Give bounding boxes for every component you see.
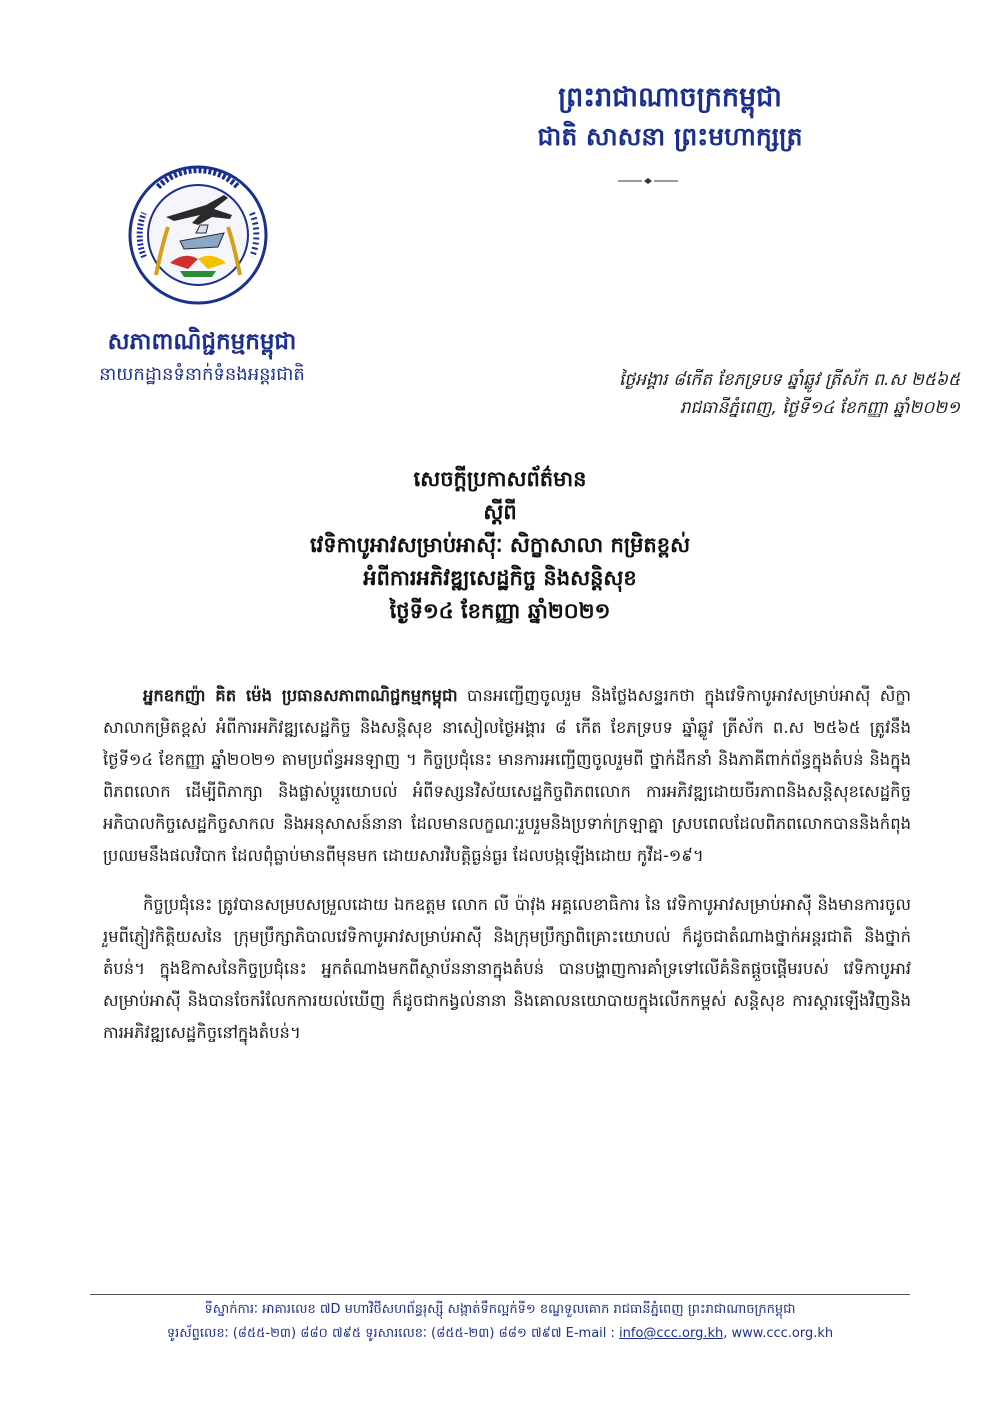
solar-date: រាជធានីភ្នំពេញ, ថ្ងៃទី១៤ ខែកញ្ញា ឆ្នាំ២០២១	[679, 398, 960, 418]
ornament-divider	[618, 176, 678, 186]
chamber-logo	[128, 165, 268, 305]
paragraph-1-lead: អ្នកឧកញ៉ា គិត ម៉េង ប្រធានសភាពាណិជ្ជកម្មកម្ពុជា	[143, 686, 458, 705]
footer-divider	[90, 1294, 910, 1295]
footer-contact	[90, 1298, 910, 1346]
department-name: នាយកដ្ឋានទំនាក់ទំនងអន្តរជាតិ	[99, 364, 305, 385]
title-line-1: សេចក្តីប្រកាសព័ត៌មាន	[413, 466, 587, 491]
paragraph-1	[103, 680, 911, 872]
title-line-2: ស្តីពី	[483, 499, 517, 524]
paragraph-2: កិច្ចប្រជុំនេះ ត្រូវបានសម្របសម្រួលដោយ ឯកឧត្តម លោក លី ប៉ាវុង អគ្គលេខាធិការ នៃ វេទិកាបូអាវសម្រាប់អាស៊ី និងមានការចូលរួមពីភ្ញៀវកិត្តិយសនៃ ក្រុមប្រឹក្សាភិបាលវេទិកាបូអាវសម្រាប់អាស៊ី និងក្រុមប្រឹក្សាពិគ្រោះយោបល់ ក៏ដូចជាតំណាងថ្នាក់អន្តរជាតិ និងថ្នាក់តំបន់។ ក្នុងឱកាសនៃកិច្ចប្រជុំនេះ អ្នកតំណាងមកពីស្ថាប័ននានាក្នុងតំបន់ បានបង្ហាញការគាំទ្រទៅលើគំនិតផ្តួចផ្តើមរបស់ វេទិកាបូអាវសម្រាប់អាស៊ី និងបានចែករំលែកការយល់ឃើញ ក៏ដូចជាកង្វល់នានា និងគោលនយោបាយក្នុងលើកកម្ពស់ សន្តិសុខ ការស្តារឡើងវិញនិង ការអភិវឌ្ឍសេដ្ឋកិច្ចនៅក្នុងតំបន់។	[103, 895, 911, 1042]
footer-phone-line	[90, 1322, 910, 1346]
press-release-body	[103, 680, 911, 1049]
email-link[interactable]: info@ccc.org.kh	[619, 1326, 724, 1341]
title-line-4: អំពីការអភិវឌ្ឍសេដ្ឋកិច្ច និងសន្តិសុខ	[363, 565, 637, 590]
organization-name: សភាពាណិជ្ជកម្មកម្ពុជា	[107, 328, 297, 355]
date-block	[500, 366, 960, 422]
lunar-date: ថ្ងៃអង្គារ ៨កើត ខែភទ្របទ ឆ្នាំឆ្លូវ ត្រីស័ក ព.ស ២៥៦៥	[619, 370, 960, 390]
title-line-5: ថ្ងៃទី១៤ ខែកញ្ញា ឆ្នាំ២០២១	[389, 598, 611, 623]
paragraph-1-text: បានអញ្ជើញចូលរួម និងថ្លែងសន្ទរកថា ក្នុងវេទិកាបូអាវសម្រាប់អាស៊ី សិក្ខាសាលាកម្រិតខ្ពស់ អំពីការអភិវឌ្ឍសេដ្ឋកិច្ច និងសន្តិសុខ នាសៀលថ្ងៃអង្គារ ៨ កើត ខែភទ្របទ ឆ្នាំឆ្លូវ ត្រីស័ក ព.ស ២៥៦៥ ត្រូវនឹងថ្ងៃទី១៤ ខែកញ្ញា ឆ្នាំ២០២១ តាមប្រព័ន្ធអនឡាញ ។ កិច្ចប្រជុំនេះ មានការអញ្ជើញចូលរួមពី ថ្នាក់ដឹកនាំ និងភាគីពាក់ព័ន្ធក្នុងតំបន់ និងក្នុងពិភពលោក ដើម្បីពិភាក្សា និងផ្លាស់ប្តូរយោបល់ អំពីទស្សនវិស័យសេដ្ឋកិច្ចពិភពលោក ការអភិវឌ្ឍដោយចីរភាពនិងសន្តិសុខសេដ្ឋកិច្ច អភិបាលកិច្ចសេដ្ឋកិច្ចសាកល និងអនុសាសន៍នានា ដែលមានលក្ខណៈរួបរួមនិងប្រទាក់ក្រឡាគ្នា ស្របពេលដែលពិភពលោកបាននិងកំពុងប្រឈមនឹងផលវិបាក ដែលពុំធ្លាប់មានពីមុនមក ដោយសារវិបត្តិធ្ងន់ធ្ងរ ដែលបង្កឡើងដោយ កូវីដ-១៩។	[103, 686, 911, 865]
document-title	[100, 462, 900, 627]
title-line-3: វេទិកាបូអាវសម្រាប់អាស៊ីៈ សិក្ខាសាលា កម្រិតខ្ពស់	[309, 532, 691, 557]
footer-website[interactable]: , www.ccc.org.kh	[723, 1326, 834, 1341]
chamber-emblem-icon	[128, 165, 268, 305]
kingdom-name: ព្រះរាជាណាចក្រកម្ពុជា	[558, 82, 782, 113]
footer-phone: ទូរស័ព្ទលេខៈ (៨៥៥-២៣) ៨៨០ ៧៩៥ ទូរសារលេខៈ (៨៥៥-២៣) ៨៨១ ៧៩៧ E-mail :	[166, 1326, 620, 1341]
national-motto: ជាតិ សាសនា ព្រះមហាក្សត្រ	[537, 122, 803, 151]
footer-address: ទីស្នាក់ការៈ អាគារលេខ ៧D មហាវិថីសហព័ន្ធរុស្ស៊ី សង្កាត់ទឹកល្អក់ទី១ ខណ្ឌទួលគោក រាជធានីភ្នំពេញ ព្រះរាជាណាចក្រកម្ពុជា	[204, 1302, 796, 1317]
kingdom-header	[470, 78, 870, 156]
